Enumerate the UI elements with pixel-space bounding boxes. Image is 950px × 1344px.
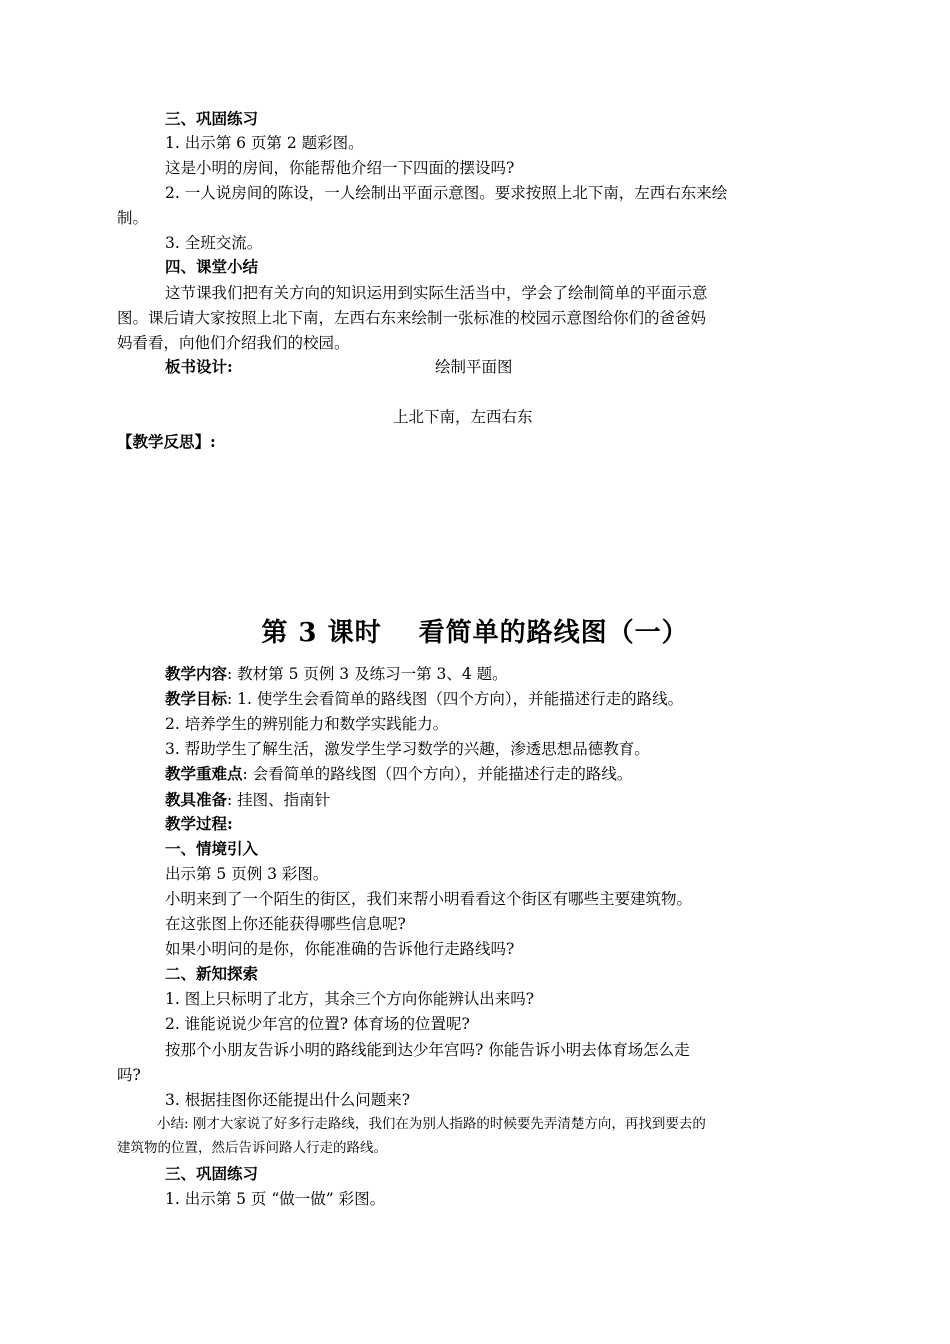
paragraph: 2. 培养学生的辨别能力和数学实践能力。 xyxy=(165,715,449,733)
label: 教学过程 xyxy=(165,814,228,833)
paragraph: 3. 根据挂图你还能提出什么问题来? xyxy=(165,1091,411,1109)
section-heading-intro: 一、情境引入 xyxy=(165,839,259,858)
teaching-content xyxy=(165,662,508,686)
paragraph: 1. 出示第 5 页 “做一做” 彩图。 xyxy=(165,1190,386,1208)
label: 教学重难点 xyxy=(165,764,243,783)
paragraph: 这节课我们把有关方向的知识运用到实际生活当中，学会了绘制简单的平面示意 xyxy=(165,284,708,302)
value: : 挂图、指南针 xyxy=(227,791,331,809)
value: : 会看简单的路线图（四个方向），并能描述行走的路线。 xyxy=(242,765,633,783)
paragraph: 出示第 5 页例 3 彩图。 xyxy=(165,865,329,883)
paragraph: 这是小明的房间，你能帮他介绍一下四面的摆设吗? xyxy=(165,159,515,177)
paragraph: 如果小明问的是你，你能准确的告诉他行走路线吗? xyxy=(165,940,515,958)
summary-note: 建筑物的位置，然后告诉问路人行走的路线。 xyxy=(117,1140,387,1156)
paragraph: 图。课后请大家按照上北下南，左西右东来绘制一张标准的校园示意图给你们的爸爸妈 xyxy=(117,309,707,327)
teaching-goal xyxy=(165,687,683,711)
label: 教学内容 xyxy=(165,664,228,683)
teaching-process xyxy=(165,812,233,836)
label: 教具准备 xyxy=(165,790,228,809)
board-design-title: 绘制平面图 xyxy=(435,358,513,376)
paragraph: 在这张图上你还能获得哪些信息呢? xyxy=(165,915,406,933)
paragraph: 3. 帮助学生了解生活，激发学生学习数学的兴趣，渗透思想品德教育。 xyxy=(165,740,650,758)
value: : 1. 使学生会看简单的路线图（四个方向），并能描述行走的路线。 xyxy=(227,690,684,708)
paragraph: 吗? xyxy=(117,1066,141,1084)
paragraph: 2. 一人说房间的陈设，一人绘制出平面示意图。要求按照上北下南，左西右东来绘 xyxy=(165,184,728,202)
board-design-text: 上北下南，左西右东 xyxy=(393,408,533,426)
paragraph: 2. 谁能说说少年宫的位置? 体育场的位置呢? xyxy=(165,1015,470,1033)
paragraph: 小明来到了一个陌生的街区，我们来帮小明看看这个街区有哪些主要建筑物。 xyxy=(165,890,693,908)
paragraph: 制。 xyxy=(117,209,149,227)
paragraph: 3. 全班交流。 xyxy=(165,234,263,252)
value: : 教材第 5 页例 3 及练习一第 3、4 题。 xyxy=(227,665,508,683)
paragraph: 1. 出示第 6 页第 2 题彩图。 xyxy=(165,134,364,152)
value: : xyxy=(227,814,233,833)
teaching-key-points xyxy=(165,762,632,786)
board-design-label: 板书设计: xyxy=(165,357,233,376)
label: 教学目标 xyxy=(165,689,228,708)
lesson-title: 第 3 课时 看简单的路线图（一） xyxy=(261,618,689,648)
section-heading-explore: 二、新知探索 xyxy=(165,964,259,983)
teaching-tools xyxy=(165,788,330,812)
section-heading-summary: 四、课堂小结 xyxy=(165,257,259,276)
section-heading-practice: 三、巩固练习 xyxy=(165,1164,259,1183)
paragraph: 按那个小朋友告诉小明的路线能到达少年宫吗? 你能告诉小明去体育场怎么走 xyxy=(165,1041,690,1059)
paragraph: 妈看看，向他们介绍我们的校园。 xyxy=(117,334,350,352)
summary-note: 小结: 刚才大家说了好多行走路线，我们在为别人指路的时候要先弄清楚方向，再找到要去的 xyxy=(157,1116,706,1132)
section-heading-practice: 三、巩固练习 xyxy=(165,109,259,128)
paragraph: 1. 图上只标明了北方，其余三个方向你能辨认出来吗? xyxy=(165,990,535,1008)
reflection-label: 【教学反思】: xyxy=(117,432,216,451)
